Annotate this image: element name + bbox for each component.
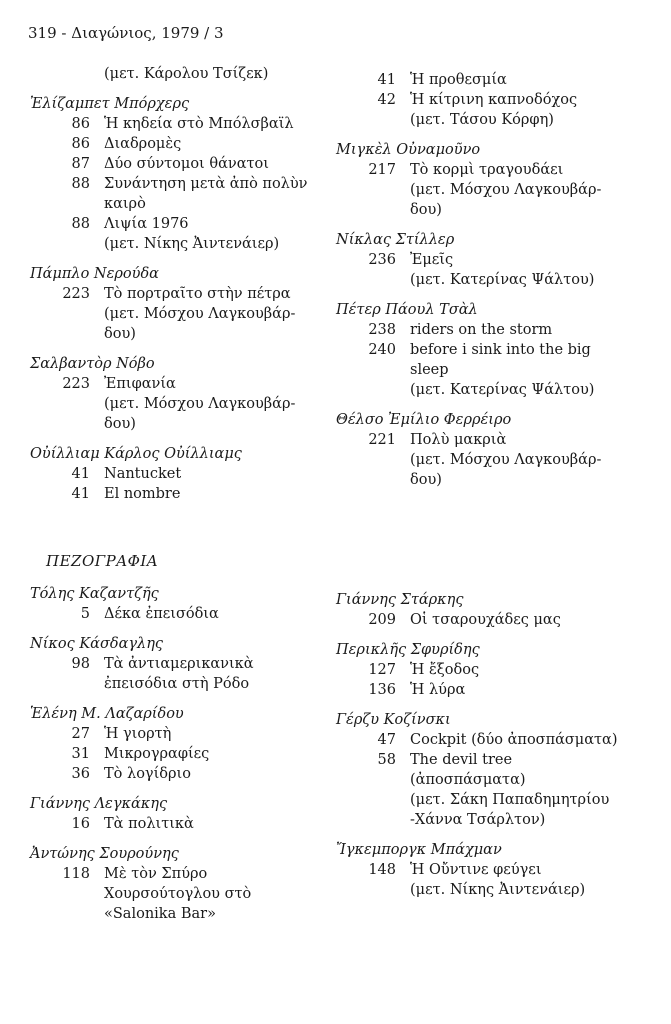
- translator-note: (μετ. Σάκη Παπαδημητρίου: [410, 792, 610, 808]
- author-name: Ἀντώνης Σουρούνης: [30, 846, 179, 862]
- translator-note: δου): [104, 416, 136, 432]
- work-title: Ἡ Οὔντινε φεύγει: [410, 862, 542, 878]
- translator-note: (μετ. Μόσχου Λαγκουβάρ-: [410, 182, 602, 198]
- work-title: Μὲ τὸν Σπύρο Χουρσούτογλου στὸ «Salonika Bar»: [104, 866, 252, 922]
- translator-note: (μετ. Μόσχου Λαγκουβάρ-: [104, 396, 296, 412]
- page-number: 223: [62, 286, 90, 302]
- page-number: 41: [71, 486, 90, 502]
- page-number: 27: [71, 726, 90, 742]
- entry: [336, 230, 626, 290]
- translator-note: (μετ. Μόσχου Λαγκουβάρ-: [410, 452, 602, 468]
- work-item: [30, 464, 320, 484]
- work-title: riders on the storm: [410, 322, 553, 338]
- author-name: Ἑλένη Μ. Λαζαρίδου: [30, 706, 184, 722]
- work-item: [30, 764, 320, 784]
- work-item: [30, 114, 320, 134]
- page-number: 236: [368, 252, 396, 268]
- work-title: Τὰ πολιτικὰ: [104, 816, 194, 832]
- work-title: Ἐμεῖς: [410, 252, 454, 268]
- work-item: [336, 160, 626, 180]
- page-number: 41: [377, 72, 396, 88]
- page-number: 41: [71, 466, 90, 482]
- translator-note: δου): [104, 326, 136, 342]
- translator-note: (μετ. Κατερίνας Ψάλτου): [410, 272, 595, 288]
- page-number: 88: [71, 176, 90, 192]
- work-item: [30, 654, 320, 694]
- page-number: 148: [368, 862, 396, 878]
- page-number: 86: [71, 116, 90, 132]
- poetry-column-right: [336, 70, 626, 500]
- page-number: 240: [368, 342, 396, 358]
- page-number: 5: [80, 606, 90, 622]
- page-number: 16: [71, 816, 90, 832]
- page-number: 31: [71, 746, 90, 762]
- work-title: before i sink into the big sleep: [410, 342, 591, 378]
- entry: [336, 140, 626, 220]
- work-item: [336, 70, 626, 90]
- entry: [336, 840, 626, 900]
- author-name: Τόλης Καζαντζῆς: [30, 586, 159, 602]
- entry: [336, 300, 626, 400]
- page-number: 58: [377, 752, 396, 768]
- entry: [30, 584, 320, 624]
- entry: [30, 444, 320, 504]
- work-item: [336, 320, 626, 340]
- work-title: Οἱ τσαρουχάδες μας: [410, 612, 561, 628]
- translator-note: (μετ. Κατερίνας Ψάλτου): [410, 382, 595, 398]
- author-name: Θέλσο Ἐμίλιο Φερρέιρο: [336, 412, 512, 428]
- work-title: Ἡ κίτρινη καπνοδόχος: [410, 92, 578, 108]
- work-title: El nombre: [104, 486, 181, 502]
- work-title: Τὸ πορτραῖτο στὴν πέτρα: [104, 286, 291, 302]
- work-item: [336, 340, 626, 380]
- work-item: [30, 724, 320, 744]
- translator-note: δου): [410, 472, 442, 488]
- prose-column-right: [336, 590, 626, 910]
- work-title: Διαδρομὲς: [104, 136, 182, 152]
- page-number: 217: [368, 162, 396, 178]
- work-title: Πολὺ μακριὰ: [410, 432, 507, 448]
- page-number: 223: [62, 376, 90, 392]
- author-name: Μιγκὲλ Οὐναμοῦνο: [336, 142, 481, 158]
- author-name: Περικλῆς Σφυρίδης: [336, 642, 480, 658]
- work-title: Τὰ ἀντιαμερικανικὰ ἐπεισόδια στὴ Ρόδο: [104, 656, 254, 692]
- page-number: 88: [71, 216, 90, 232]
- author-name: Πάμπλο Νερούδα: [30, 266, 159, 282]
- work-item: [30, 864, 320, 924]
- page-number: 127: [368, 662, 396, 678]
- work-item: [30, 814, 320, 834]
- work-item: [30, 284, 320, 304]
- entry: [30, 64, 320, 84]
- work-title: Συνάντηση μετὰ ἀπὸ πολὺν καιρὸ: [104, 176, 308, 212]
- work-item: [30, 374, 320, 394]
- work-item: [30, 174, 320, 214]
- translator-note: (μετ. Κάρολου Τσίζεκ): [104, 66, 269, 82]
- work-item: [336, 860, 626, 880]
- author-name: Γέρζυ Κοζίνσκι: [336, 712, 451, 728]
- entry: [336, 640, 626, 700]
- work-title: Nantucket: [104, 466, 182, 482]
- author-name: Νίκλας Στίλλερ: [336, 232, 455, 248]
- author-name: Σαλβαντὸρ Νόβο: [30, 356, 155, 372]
- work-item: [336, 250, 626, 270]
- entry: [30, 634, 320, 694]
- translator-note: (μετ. Τάσου Κόρφη): [410, 112, 554, 128]
- translator-note: (μετ. Μόσχου Λαγκουβάρ-: [104, 306, 296, 322]
- work-item: [30, 214, 320, 234]
- work-item: [336, 90, 626, 110]
- author-name: Οὐίλλιαμ Κάρλος Οὐίλλιαμς: [30, 446, 242, 462]
- page-number: 209: [368, 612, 396, 628]
- prose-column-left: [30, 584, 320, 934]
- entry: [30, 844, 320, 924]
- work-title: Ἡ κηδεία στὸ Μπόλσβαϊλ: [104, 116, 294, 132]
- work-title: Τὸ κορμὶ τραγουδάει: [410, 162, 564, 178]
- page-number: 238: [368, 322, 396, 338]
- work-item: [336, 430, 626, 450]
- work-title: Μικρογραφίες: [104, 746, 210, 762]
- work-title: Cockpit (δύο ἀποσπάσματα): [410, 732, 618, 748]
- work-title: Ἡ ἔξοδος: [410, 662, 480, 678]
- page-number: 118: [62, 866, 90, 882]
- work-item: [30, 484, 320, 504]
- author-name: Πέτερ Πάουλ Τσὰλ: [336, 302, 478, 318]
- work-title: Ἡ προθεσμία: [410, 72, 507, 88]
- page-number: 47: [377, 732, 396, 748]
- author-name: Νίκος Κάσδαγλης: [30, 636, 164, 652]
- work-title: Ἡ λύρα: [410, 682, 466, 698]
- work-title: Τὸ λογίδριο: [104, 766, 191, 782]
- work-item: [336, 610, 626, 630]
- work-title: The devil tree (ἀποσπάσματα): [410, 752, 526, 788]
- entry: [336, 590, 626, 630]
- page-number: 36: [71, 766, 90, 782]
- entry: [336, 410, 626, 490]
- author-name: Γιάννης Λεγκάκης: [30, 796, 168, 812]
- work-item: [336, 660, 626, 680]
- work-title: Δύο σύντομοι θάνατοι: [104, 156, 269, 172]
- entry: [30, 704, 320, 784]
- work-title: Ἡ γιορτὴ: [104, 726, 172, 742]
- entry: [30, 94, 320, 254]
- work-item: [30, 604, 320, 624]
- work-item: [336, 730, 626, 750]
- page-number: 86: [71, 136, 90, 152]
- page-number: 42: [377, 92, 396, 108]
- work-item: [336, 750, 626, 790]
- work-item: [30, 134, 320, 154]
- page-number: 136: [368, 682, 396, 698]
- work-item: [30, 744, 320, 764]
- work-item: [336, 680, 626, 700]
- work-title: Δέκα ἐπεισόδια: [104, 606, 219, 622]
- entry: [336, 70, 626, 130]
- section-heading: ΠΕΖΟΓΡΑΦΙΑ: [46, 552, 159, 570]
- entry: [30, 794, 320, 834]
- page-number: 87: [71, 156, 90, 172]
- page-number: 221: [368, 432, 396, 448]
- author-name: Ἴγκεμποργκ Μπάχμαν: [336, 842, 502, 858]
- author-name: Γιάννης Στάρκης: [336, 592, 464, 608]
- author-name: Ἐλίζαμπετ Μπόρχερς: [30, 96, 190, 112]
- translator-note: (μετ. Νίκης Ἀιντενάιερ): [104, 236, 280, 252]
- translator-note: -Χάννα Τσάρλτον): [410, 812, 546, 828]
- page-header: 319 - Διαγώνιος, 1979 / 3: [28, 24, 224, 42]
- entry: [30, 354, 320, 434]
- translator-note: δου): [410, 202, 442, 218]
- work-title: Ἐπιφανία: [104, 376, 176, 392]
- work-title: Λιψία 1976: [104, 216, 189, 232]
- poetry-column-left: [30, 64, 320, 514]
- work-item: [30, 154, 320, 174]
- entry: [30, 264, 320, 344]
- translator-note: (μετ. Νίκης Ἀιντενάιερ): [410, 882, 586, 898]
- entry: [336, 710, 626, 830]
- page-number: 98: [71, 656, 90, 672]
